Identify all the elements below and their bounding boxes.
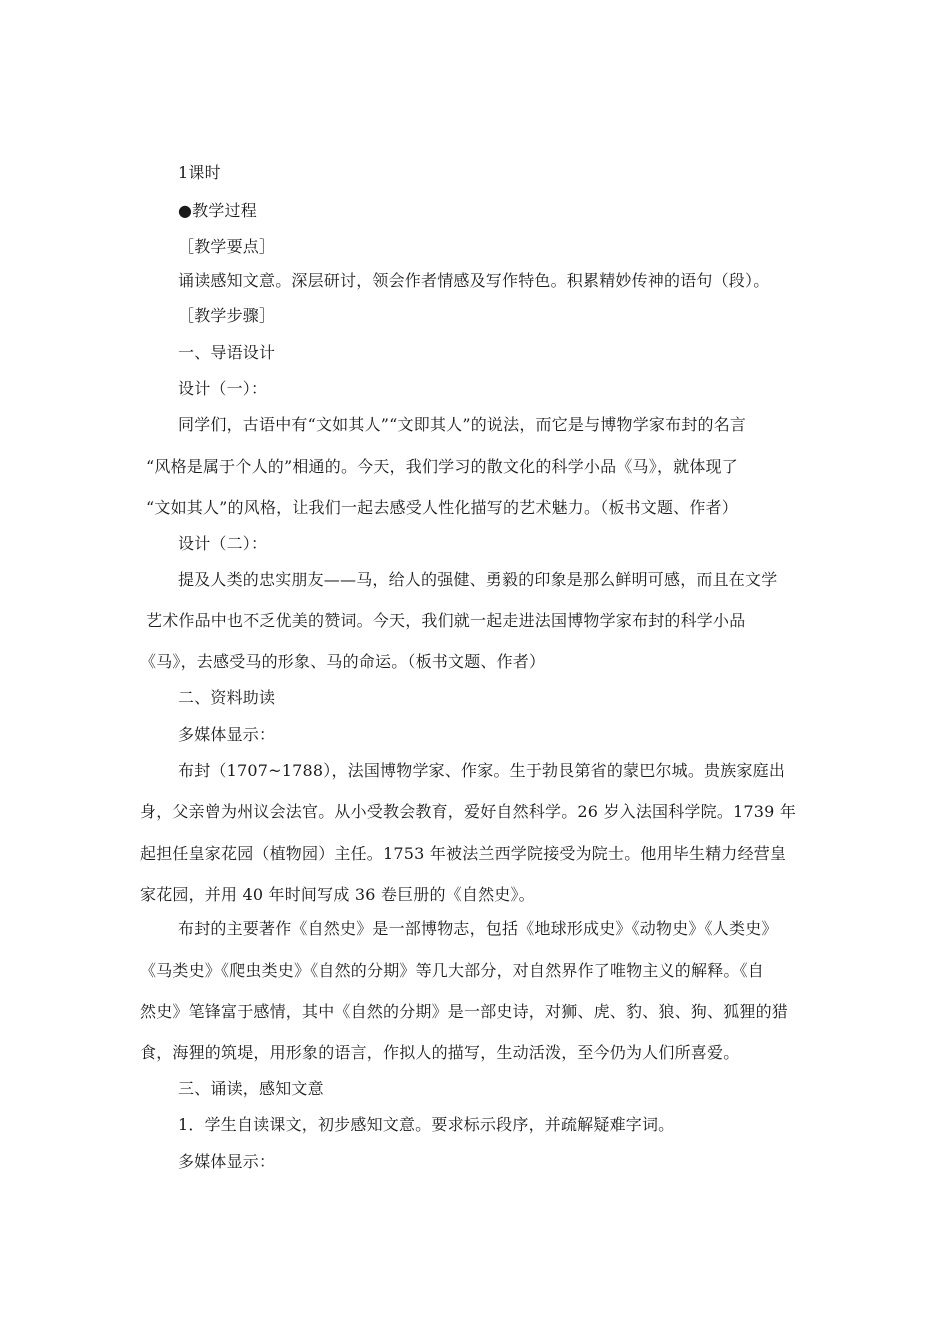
paragraph-line: 《马》，去感受马的形象、马的命运。（板书文题、作者） bbox=[140, 652, 546, 671]
paragraph-line: 艺术作品中也不乏优美的赞词。今天，我们就一起走进法国博物学家布封的科学小品 bbox=[146, 611, 746, 630]
paragraph-line: 家花园，并用 40 年时间写成 36 卷巨册的《自然史》。 bbox=[140, 885, 535, 904]
paragraph-line: “风格是属于个人的”相通的。今天，我们学习的散文化的科学小品《马》，就体现了 bbox=[146, 457, 738, 476]
step-heading-reading: 三、诵读，感知文意 bbox=[178, 1079, 324, 1098]
reading-task-item: 1．学生自读课文，初步感知文意。要求标示段序，并疏解疑难字词。 bbox=[178, 1115, 675, 1134]
paragraph-line: 食，海狸的筑堤，用形象的语言，作拟人的描写，生动活泼，至今仍为人们所喜爱。 bbox=[140, 1043, 740, 1062]
paragraph-line: 然史》笔锋富于感情，其中《自然的分期》是一部史诗，对狮、虎、豹、狼、狗、狐狸的猎 bbox=[140, 1002, 789, 1021]
paragraph-line: 起担任皇家花园（植物园）主任。1753 年被法兰西学院接受为院士。他用毕生精力经营皇 bbox=[140, 844, 787, 863]
paragraph-line: 布封的主要著作《自然史》是一部博物志，包括《地球形成史》《动物史》《人类史》 bbox=[178, 919, 778, 938]
lesson-duration: 1课时 bbox=[178, 163, 221, 182]
paragraph-line: 提及人类的忠实朋友——马，给人的强健、勇毅的印象是那么鲜明可感，而且在文学 bbox=[178, 570, 778, 589]
subheading-teaching-steps: ［教学步骤］ bbox=[178, 306, 276, 325]
paragraph-line: 身，父亲曾为州议会法官。从小受教会教育，爱好自然科学。26 岁入法国科学院。1739 年 bbox=[140, 802, 797, 821]
design-one-label: 设计（一）： bbox=[178, 379, 268, 398]
step-heading-intro-design: 一、导语设计 bbox=[178, 343, 276, 362]
paragraph-line: “文如其人”的风格，让我们一起去感受人性化描写的艺术魅力。（板书文题、作者） bbox=[146, 498, 738, 517]
paragraph-line: 《马类史》《爬虫类史》《自然的分期》等几大部分，对自然界作了唯物主义的解释。《自 bbox=[140, 961, 765, 980]
section-heading-teaching-process: ●教学过程 bbox=[178, 201, 257, 220]
key-points-text: 诵读感知文意。深层研讨，领会作者情感及写作特色。积累精妙传神的语句（段）。 bbox=[178, 271, 770, 290]
step-heading-reference: 二、资料助读 bbox=[178, 688, 276, 707]
multimedia-label: 多媒体显示： bbox=[178, 725, 276, 744]
paragraph-line: 布封（1707~1788），法国博物学家、作家。生于勃艮第省的蒙巴尔城。贵族家庭出 bbox=[178, 761, 786, 780]
multimedia-label: 多媒体显示： bbox=[178, 1152, 276, 1171]
design-two-label: 设计（二）： bbox=[178, 534, 268, 553]
subheading-key-points: ［教学要点］ bbox=[178, 237, 276, 256]
paragraph-line: 同学们，古语中有“文如其人”“文即其人”的说法，而它是与博物学家布封的名言 bbox=[178, 415, 747, 434]
